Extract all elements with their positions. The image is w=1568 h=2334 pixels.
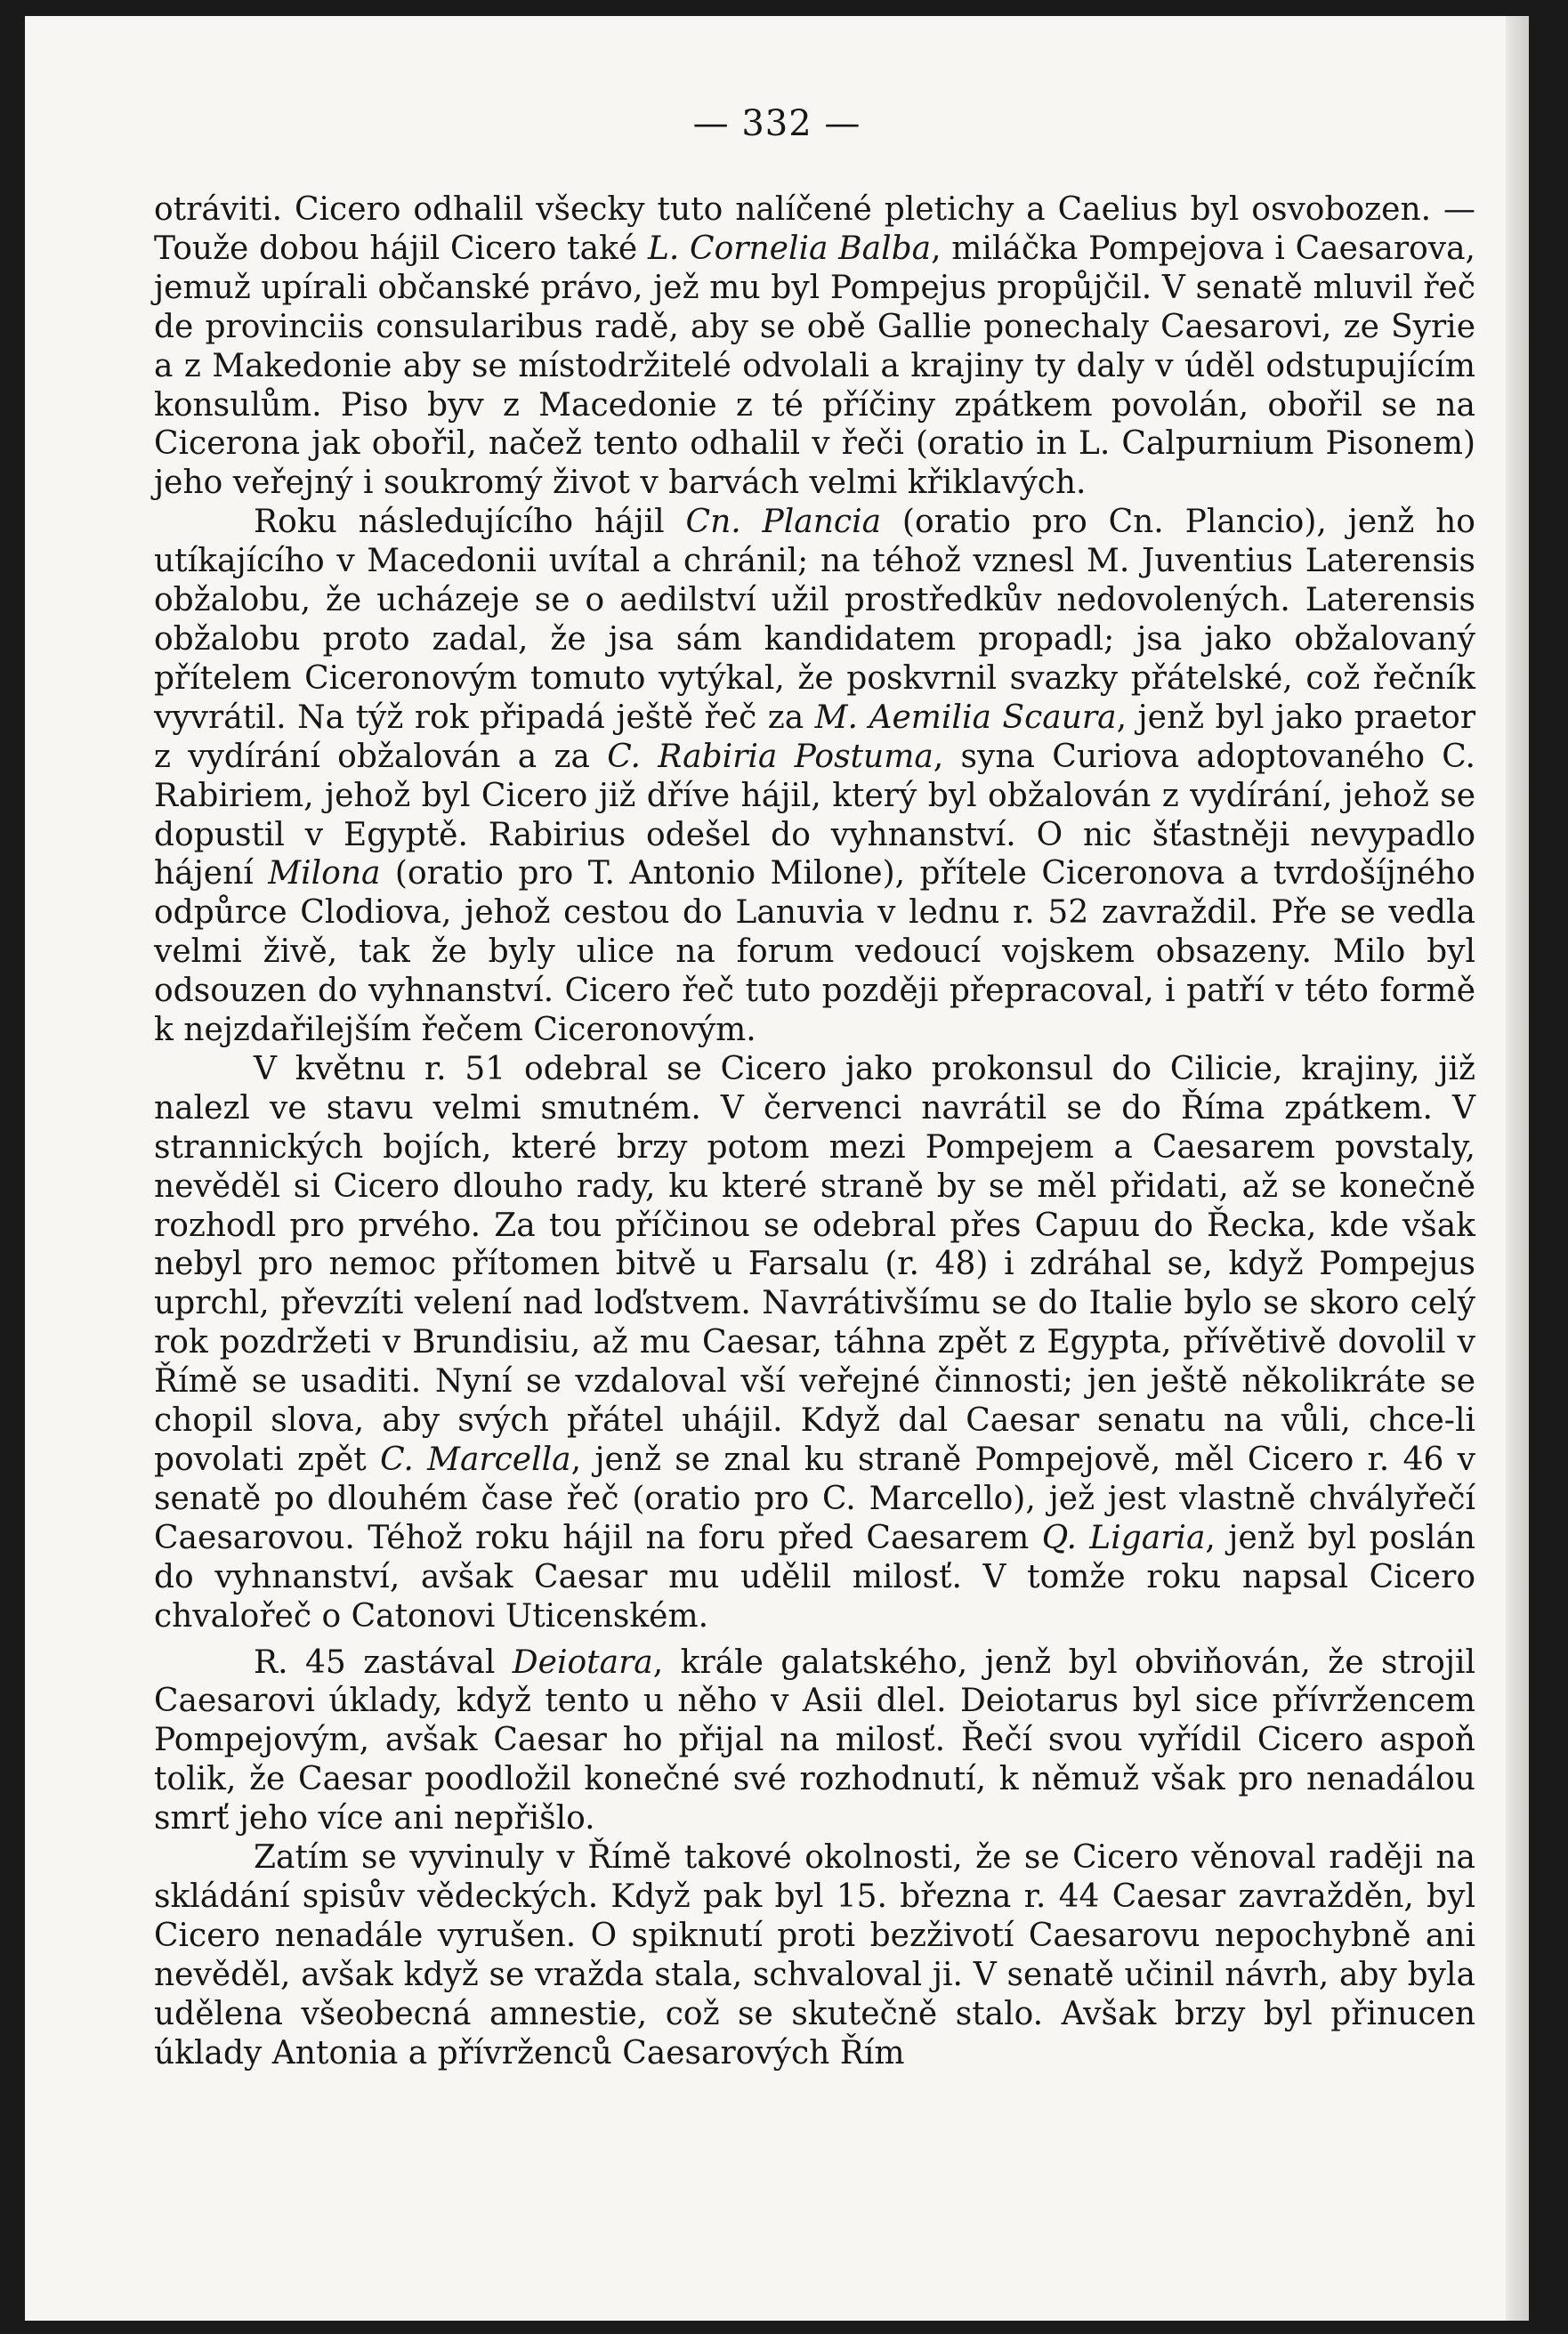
text-run: (oratio pro T. Antonio Milone), přítele Ciceronova a tvrdošíjného odpůrce Clodiova, jehož cestou do Lanuvia v lednu r. 52 zavraždil. Pře se vedla velmi živě, tak že byly ulice na forum vedoucí vojskem obsazeny. Milo byl odsouzen do vyhnanství. Cicero řeč tuto později přepracoval, i patří v této formě k nejzdařilejším řečem Ciceronovým.	[154, 855, 1475, 1049]
paragraph-caelius-balbus-piso	[154, 190, 1475, 503]
book-page	[25, 16, 1529, 2321]
text-run: Roku následujícího hájil	[254, 504, 686, 541]
italic-name: Cn. Plancia	[685, 504, 882, 541]
italic-name: L. Cornelia Balba	[647, 230, 932, 267]
text-run: V květnu r. 51 odebral se Cicero jako prokonsul do Cilicie, krajiny, již nalezl ve stavu velmi smutném. V červenci navrátil se do Říma zpátkem. V strannických bojích, které brzy potom mezi Pompejem a Caesarem povstaly, nevěděl si Cicero dlouho rady, ku které straně by se měl přidati, až se konečně rozhodl pro prvého. Za tou příčinou se odebral přes Capuu do Řecka, kde však nebyl pro nemoc přítomen bitvě u Farsalu (r. 48) i zdráhal se, když Pompejus uprchl, převzíti velení nad loďstvem. Navrátivšímu se do Italie bylo se skoro celý rok pozdržeti v Brundisiu, až mu Caesar, táhna zpět z Egypta, přívětivě dovolil v Římě se usaditi. Nyní se vzdaloval vší veřejné činnosti; jen ještě několikráte se chopil slova, aby svých přátel uhájil. Když dal Caesar senatu na vůli, chce-li povolati zpět	[154, 1050, 1475, 1478]
text-run: Zatím se vyvinuly v Římě takové okolnosti, že se Cicero věnoval raději na skládání spisův vědeckých. Když pak byl 15. března r. 44 Caesar zavražděn, byl Cicero nenadále vyrušen. O spiknutí proti bezživotí Caesarovu nepochybně ani nevěděl, avšak když se vražda stala, schvaloval ji. V senatě učinil návrh, aby byla udělena všeobecná amnestie, což se skutečně stalo. Avšak brzy byl přinucen úklady Antonia a přívrženců Caesarových Řím	[154, 1839, 1475, 2072]
text-run: , jenž byl jako praetor z vydírání obžalován a za	[154, 699, 1476, 775]
paragraph-plancius-scaurus-milo	[154, 503, 1475, 1050]
text-run: R. 45 zastával	[254, 1643, 513, 1681]
italic-name: C. Marcella	[380, 1442, 571, 1478]
italic-name: C. Rabiria Postuma	[607, 738, 934, 775]
text-run: , syna Curiova adoptovaného C. Rabiriem, jehož byl Cicero již dříve hájil, který byl obžalován z vydírání, jehož se dopustil v Egyptě. Rabirius odešel do vyhnanství. O nic šťastněji nevypadlo hájení	[154, 738, 1475, 892]
page-number: — 332 —	[692, 103, 861, 144]
paragraph-deiotarus	[154, 1643, 1475, 1839]
text-run: , krále galatského, jenž byl obviňován, že strojil Caesarovi úklady, když tento u něho v Asii dlel. Deiotarus byl sice přívržencem Pompejovým, avšak Caesar ho přijal na milosť. Řečí svou vyřídil Cicero aspoň tolik, že Caesar poodložil konečné své rozhodnutí, k němuž však pro nenadálou smrť jeho více ani nepřišlo.	[154, 1643, 1476, 1837]
text-run: , jenž se znal ku straně Pompejově, měl Cicero r. 46 v senatě po dlouhém čase řeč (oratio pro C. Marcello), jež jest vlastně chvályřečí Caesarovou. Téhož roku hájil na foru před Caesarem	[154, 1442, 1475, 1556]
italic-name: Deiotara	[512, 1643, 653, 1681]
italic-name: Milona	[268, 855, 381, 892]
text-run: , miláčka Pompejova i Caesarova, jemuž upírali občanské právo, jež mu byl Pompejus propůjčil. V senatě mluvil řeč de provinciis consularibus radě, aby se obě Gallie ponechaly Caesarovi, ze Syrie a z Makedonie aby se místodržitelé odvolali a krajiny ty daly v úděl odstupujícím konsulům. Piso byv z Macedonie z té příčiny zpátkem povolán, obořil se na Cicerona jak obořil, načež tento odhalil v řeči (oratio in L. Calpurnium Pisonem) jeho veřejný i soukromý život v barvách velmi křiklavých.	[154, 230, 1476, 502]
italic-name: Q. Ligaria	[1041, 1519, 1206, 1556]
italic-name: M. Aemilia Scaura	[814, 699, 1117, 736]
page-edge-shadow	[1506, 16, 1529, 2321]
text-run: (oratio pro Cn. Plancio), jenž ho utíkajícího v Macedonii uvítal a chránil; na téhož vznesl M. Juventius Laterensis obžalobu, že ucházeje se o aedilství užil prostředkův nedovolených. Laterensis obžalobu proto zadal, že jsa sám kandidatem propadl; jsa jako obžalovaný přítelem Ciceronovým tomuto vytýkal, že poskvrnil svazky přátelské, což řečník vyvrátil. Na týž rok připadá ještě řeč za	[154, 504, 1475, 736]
text-run: otráviti. Cicero odhalil všecky tuto nalíčené pletichy a Caelius byl osvobozen. — Touže dobou hájil Cicero také	[154, 191, 1475, 267]
body-text	[154, 190, 1475, 2073]
paragraph-caesar-assassination	[154, 1838, 1475, 2072]
text-run: , jenž byl poslán do vyhnanství, avšak Caesar mu udělil milosť. V tomže roku napsal Cicero chvalořeč o Catonovi Uticenském.	[154, 1519, 1475, 1635]
paragraph-cilicia-civil-war	[154, 1050, 1475, 1636]
